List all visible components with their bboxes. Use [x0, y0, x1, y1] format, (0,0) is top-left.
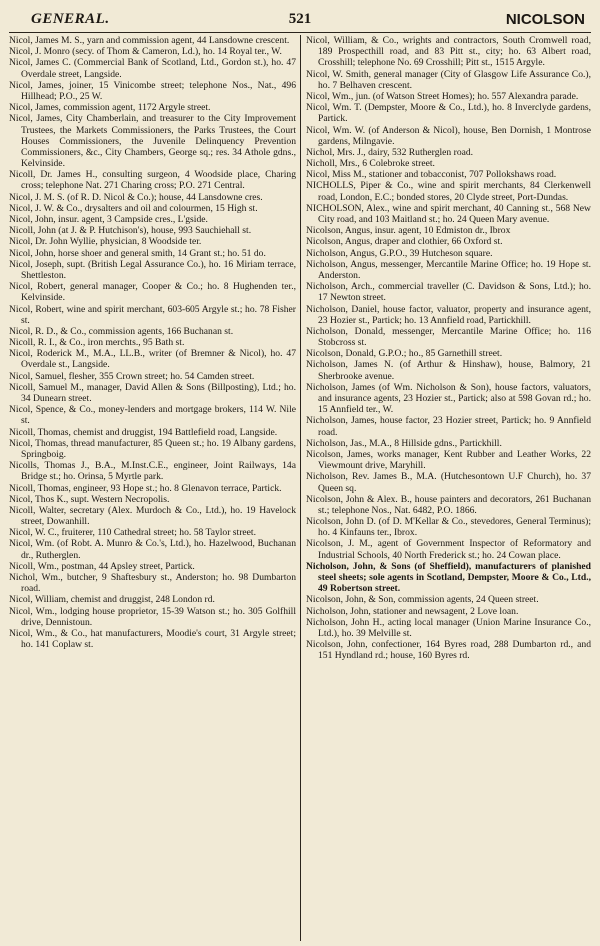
directory-entry: Nicol, J. W. & Co., drysalters and oil and colourmen, 15 High st. [9, 202, 258, 214]
directory-entry: Nicolson, John & Alex. B., house painters and decorators, 261 Buchanan st.; telephone Nos., Nat. 6482, P.O. 1866. [306, 493, 591, 516]
directory-entry: Nicholl, Mrs., 6 Colebroke street. [306, 158, 435, 170]
directory-entry: Nicholson, Angus, messenger, Mercantile Marine Office; ho. 19 Hope st. Anderston. [306, 258, 591, 281]
directory-entry: Nicol, R. D., & Co., commission agents, 166 Buchanan st. [9, 325, 234, 337]
directory-entry: Nicholson, James, house factor, 23 Hozier street, Partick; ho. 9 Annfield road. [306, 415, 591, 438]
directory-entry: Nicol, W. C., fruiterer, 110 Cathedral street; ho. 58 Taylor street. [9, 527, 256, 539]
section-title: GENERAL. [31, 11, 110, 27]
directory-entry: Nicholson, Rev. James B., M.A. (Hutchesontown U.F Church), ho. 37 Queen sq. [306, 471, 591, 494]
directory-entry: Nicholson, Donald, messenger, Mercantile Marine Office; ho. 116 Stobcross st. [306, 325, 591, 349]
directory-entry: Nicol, Miss M., stationer and tobacconist, 707 Pollokshaws road. [306, 169, 557, 181]
directory-entry: Nicholson, Jas., M.A., 8 Hillside gdns., Partickhill. [306, 437, 502, 449]
directory-entry: Nicolson, Donald, G.P.O.; ho., 85 Garnethill street. [306, 348, 503, 360]
directory-entry: Nicholson, John H., acting local manager (Union Marine Insurance Co., Ltd.), ho. 39 Melville st. [306, 616, 591, 639]
directory-entry: Nichol, Mrs. J., dairy, 532 Rutherglen road. [306, 146, 474, 158]
directory-entry: Nicol, Roderick M., M.A., LL.B., writer (of Bremner & Nicol), ho. 47 Overdale st., Langside. [9, 348, 296, 371]
directory-entry: Nicol, William, chemist and druggist, 248 London rd. [9, 594, 215, 606]
directory-columns [9, 35, 591, 941]
directory-entry: Nicholson, Daniel, house factor, valuator, property and insurance agent, 23 Hozier st., Partick; ho. 13 Annfield road, Partickhill. [306, 303, 591, 326]
directory-entry: Nicol, Wm. W. (of Anderson & Nicol), house, Ben Dornish, 1 Montrose gardens, Milngavie. [306, 124, 591, 147]
directory-entry: Nicol, Thomas, thread manufacturer, 85 Queen st.; ho. 19 Albany gardens, Springboig. [9, 437, 296, 460]
directory-entry: Nicol, James M. S., yarn and commission agent, 44 Lansdowne crescent. [9, 35, 290, 46]
directory-entry: Nicol, Robert, general manager, Cooper & Co.; ho. 8 Hughenden ter., Kelvinside. [9, 281, 296, 304]
directory-entry: Nicol, Wm., lodging house proprietor, 15-39 Watson st.; ho. 305 Golfhill drive, Dennistoun. [9, 605, 296, 628]
directory-entry: Nicoll, Walter, secretary (Alex. Murdoch & Co., Ltd.), ho. 19 Havelock street, Dowanhill. [9, 504, 296, 528]
left-column [9, 35, 300, 941]
directory-entry: Nicol, J. Monro (secy. of Thom & Cameron, Ld.), ho. 14 Royal ter., W. [9, 46, 282, 58]
directory-entry: Nicholson, Angus, G.P.O., 39 Hutcheson square. [306, 247, 493, 259]
directory-entry: Nicol, Samuel, flesher, 355 Crown street; ho. 54 Camden street. [9, 370, 255, 382]
directory-entry: Nicolson, James, works manager, Kent Rubber and Leather Works, 22 Viewmount drive, Maryhill. [306, 448, 591, 472]
right-column [300, 35, 591, 941]
directory-entry: Nicoll, Thomas, engineer, 93 Hope st.; ho. 8 Glenavon terrace, Partick. [9, 482, 282, 494]
directory-entry: Nicol, Dr. John Wyllie, physician, 8 Woodside ter. [9, 236, 202, 248]
directory-entry: Nicoll, Dr. James H., consulting surgeon, 4 Woodside place, Charing cross; telephone Nat. 271 Charing cross; P.O. 271 Central. [9, 169, 296, 192]
directory-entry: Nicolson, Angus, draper and clothier, 66 Oxford st. [306, 236, 503, 248]
directory-entry: Nicol, W. Smith, general manager (City of Glasgow Life Assurance Co.), ho. 7 Belhaven crescent. [306, 68, 591, 91]
directory-entry: Nicol, James C. (Commercial Bank of Scotland, Ltd., Gordon st.), ho. 47 Overdale street, Langside. [9, 57, 296, 80]
directory-entry: Nicolson, J. M., agent of Government Inspector of Reformatory and Industrial Schools, 40 North Frederick st.; ho. 24 Cowan place. [306, 538, 591, 561]
directory-entry: Nicolls, Thomas J., B.A., M.Inst.C.E., engineer, Joint Railways, 14a Bridge st.; ho. Orinsa, 5 Myrtle park. [9, 460, 296, 483]
directory-entry: NICHOLLS, Piper & Co., wine and spirit merchants, 84 Clerkenwell road, London, E.C.; bonded stores, 20 Clyde street, Port-Dundas. [306, 180, 591, 203]
directory-entry: Nicol, Wm., jun. (of Watson Street Homes); ho. 557 Alexandra parade. [306, 90, 579, 102]
directory-entry: Nicol, Robert, wine and spirit merchant, 603-605 Argyle st.; ho. 78 Fisher st. [9, 303, 296, 326]
directory-entry: Nicolson, John, & Son, commission agents, 24 Queen street. [306, 594, 539, 606]
page-number: 521 [288, 11, 312, 27]
directory-entry: Nicol, James, City Chamberlain, and treasurer to the City Improvement Trustees, the Markets Commissioners, the Parks Trustees, the Court Houses Commissioners, the Juvenile Delinquency Prevention Commissioners, &c., City Chambers, George sq.; res. 34 Athole gdns., Kelvinside. [9, 113, 296, 170]
directory-entry: Nicoll, Thomas, chemist and druggist, 194 Battlefield road, Langside. [9, 426, 278, 438]
directory-entry: Nicol, William, & Co., wrights and contractors, South Cromwell road, 189 Prospecthill road, and 83 Pitt st., city; ho. 63 Albert road, Crosshill; telephone No. 69 Crosshill; Pitt st., 1515 Argyle. [306, 35, 591, 69]
directory-entry: Nicolson, John, confectioner, 164 Byres road, 288 Dumbarton rd., and 151 Hyndland rd.; house, 160 Byres rd. [306, 639, 591, 662]
directory-entry: Nicholson, James N. (of Arthur & Hinshaw), house, Balmory, 21 Sherbrooke avenue. [306, 359, 591, 382]
directory-entry: Nicol, Wm., & Co., hat manufacturers, Moodie's court, 31 Argyle street; ho. 141 Coplaw st. [9, 627, 296, 651]
running-title: NICOLSON [505, 11, 585, 28]
directory-entry: NICHOLSON, Alex., wine and spirit merchant, 40 Canning st., 568 New City road, and 103 Maitland st.; ho. 24 Queen Mary avenue. [306, 202, 591, 225]
directory-entry: Nicoll, R. I., & Co., iron merchts., 95 Bath st. [9, 337, 185, 349]
directory-entry: Nicoll, Samuel M., manager, David Allen & Sons (Billposting), Ltd.; ho. 34 Dunearn street. [9, 381, 296, 404]
page-header [9, 8, 591, 33]
directory-entry: Nicol, John, insur. agent, 3 Campside cres., L'gside. [9, 214, 208, 225]
directory-entry: Nicol, Spence, & Co., money-lenders and mortgage brokers, 114 W. Nile st. [9, 404, 296, 427]
directory-entry: Nicol, J. M. S. (of R. D. Nicol & Co.); house, 44 Lansdowne cres. [9, 191, 263, 203]
directory-entry: Nichol, Wm., butcher, 9 Shaftesbury st., Anderston; ho. 98 Dumbarton road. [9, 572, 296, 595]
directory-entry: Nicol, Joseph, supt. (British Legal Assurance Co.), ho. 16 Miriam terrace, Shettleston. [9, 258, 296, 281]
directory-entry: Nicol, James, joiner, 15 Vinicombe street; telephone Nos., Nat., 496 Hillhead; P.O., 25 W. [9, 79, 296, 102]
directory-entry: Nicholson, Arch., commercial traveller (C. Davidson & Sons, Ltd.); ho. 17 Newton street. [306, 281, 591, 304]
directory-entry: Nicol, Wm. T. (Dempster, Moore & Co., Ltd.), ho. 8 Inverclyde gardens, Partick. [306, 102, 591, 125]
directory-entry: Nicholson, John, stationer and newsagent, 2 Love loan. [306, 605, 519, 617]
directory-entry: Nicol, Wm. (of Robt. A. Munro & Co.'s, Ltd.), ho. Hazelwood, Buchanan dr., Rutherglen. [9, 538, 296, 561]
directory-entry: Nicholson, John, & Sons (of Sheffield), manufacturers of planished steel sheets; sole agents in Scotland, Dempster, Moore & Co., Ltd., 49 Robertson street. [306, 560, 591, 595]
directory-entry: Nicoll, John (at J. & P. Hutchison's), house, 993 Sauchiehall st. [9, 225, 252, 237]
directory-entry: Nicol, Thos K., supt. Western Necropolis. [9, 493, 170, 505]
directory-entry: Nicolson, John D. (of D. M'Kellar & Co., stevedores, General Terminus); ho. 4 Kinfauns ter., Ibrox. [306, 516, 591, 539]
directory-entry: Nicol, John, horse shoer and general smith, 14 Grant st.; ho. 51 do. [9, 247, 266, 259]
directory-entry: Nicolson, Angus, insur. agent, 10 Edmiston dr., Ibrox [306, 225, 511, 237]
directory-entry: Nicoll, Wm., postman, 44 Apsley street, Partick. [9, 560, 195, 572]
directory-entry: Nicol, James, commission agent, 1172 Argyle street. [9, 102, 211, 114]
directory-entry: Nicholson, James (of Wm. Nicholson & Son), house factors, valuators, and insurance agents, 23 Hozier st., Partick; also at 598 Govan rd.; ho. 15 Annfield ter., W. [306, 381, 591, 416]
